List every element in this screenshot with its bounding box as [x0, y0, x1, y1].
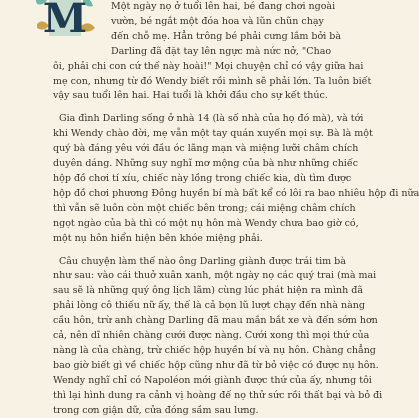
body-text — [53, 0, 389, 418]
svg-text:M: M — [43, 0, 87, 42]
paragraph-1 — [53, 0, 389, 104]
text-line: thì vẫn sẽ luôn còn một chiếc bên trong; cái miệng châm chích — [53, 202, 389, 217]
text-line: duyên dáng. Những suy nghĩ mơ mộng của bà như những chiếc — [53, 157, 389, 172]
text-line: Wendy nghĩ chỉ có Napoléon mới giành được thứ của ấy, nhưng tôi — [53, 374, 389, 389]
text-line: đến chỗ mẹ. Hẳn trông bé phải cưng lắm bởi bà — [53, 30, 389, 45]
text-line: nàng là của chàng, trừ chiếc hộp huyền bí và nụ hôn. Chàng chẳng — [53, 344, 389, 359]
text-line: vậy sau tuổi lên hai. Hai tuổi là khởi đầu cho sự kết thúc. — [53, 89, 389, 104]
text-line: như sau: vào cái thuở xuân xanh, một ngày nọ các quý trai (mà mai — [53, 269, 389, 284]
text-line: ôi, phải chi con cứ thế này hoài!" Mọi chuyện chỉ có vậy giữa hai — [53, 60, 389, 75]
text-line: vườn, bé ngắt một đóa hoa và lũn chũn chạy — [53, 15, 389, 30]
text-line: hộp đồ chơi phương Đông huyền bí mà bất kể có lôi ra bao nhiêu hộp đi nữa — [53, 187, 389, 202]
text-line: khi Wendy chào đời, mẹ vẫn một tay quán xuyến mọi sự. Bà là một — [53, 127, 389, 142]
paragraph-2 — [53, 112, 389, 246]
text-line: bao giờ biết gì về chiếc hộp cũng như đã từ bỏ việc có được nụ hôn. — [53, 359, 389, 374]
text-line: cầu hôn, trừ anh chàng Darling đã mau mắn bắt xe và đến sớm hơn — [53, 314, 389, 329]
text-line: Câu chuyện làm thế nào ông Darling giành được trái tim bà — [53, 255, 389, 270]
text-line: cả, nên dĩ nhiên chàng cưới được nàng. Cưới xong thì mọi thứ của — [53, 329, 389, 344]
text-line: Gia đình Darling sống ở nhà 14 (là số nhà của họ đó mà), và tới — [53, 112, 389, 127]
text-line: thì lại hình dung ra cảnh vị hoàng đế nọ thử sức rồi thất bại và bỏ đi — [53, 389, 389, 404]
text-line: phải lòng cô thiếu nữ ấy, thế là cả bọn lũ lượt chạy đến nhà nàng — [53, 299, 389, 314]
text-line: quý bà đáng yêu với đầu óc lãng mạn và miệng lưỡi châm chích — [53, 142, 389, 157]
paragraph-3 — [53, 255, 389, 418]
text-line: Darling đã đặt tay lên ngực mà nức nở, "Chao — [53, 45, 389, 60]
text-line: mẹ con, nhưng từ đó Wendy biết rồi mình sẽ phải lớn. Ta luôn biết — [53, 75, 389, 90]
text-line: trong cơn giận dữ, cửa đóng sầm sau lưng. — [53, 404, 389, 418]
text-line: hộp đồ chơi tí xíu, chiếc này lồng trong chiếc kia, dù tìm được — [53, 172, 389, 187]
text-line: sau sẽ là những quý ông lịch lãm) cùng lúc phát hiện ra mình đã — [53, 284, 389, 299]
text-line: một nụ hôn hiển hiện bên khóe miệng phải. — [53, 232, 389, 247]
text-line: ngọt ngào của bà thì có một nụ hôn mà Wendy chưa bao giờ có, — [53, 217, 389, 232]
text-line: Một ngày nọ ở tuổi lên hai, bé đang chơi ngoài — [53, 0, 389, 15]
